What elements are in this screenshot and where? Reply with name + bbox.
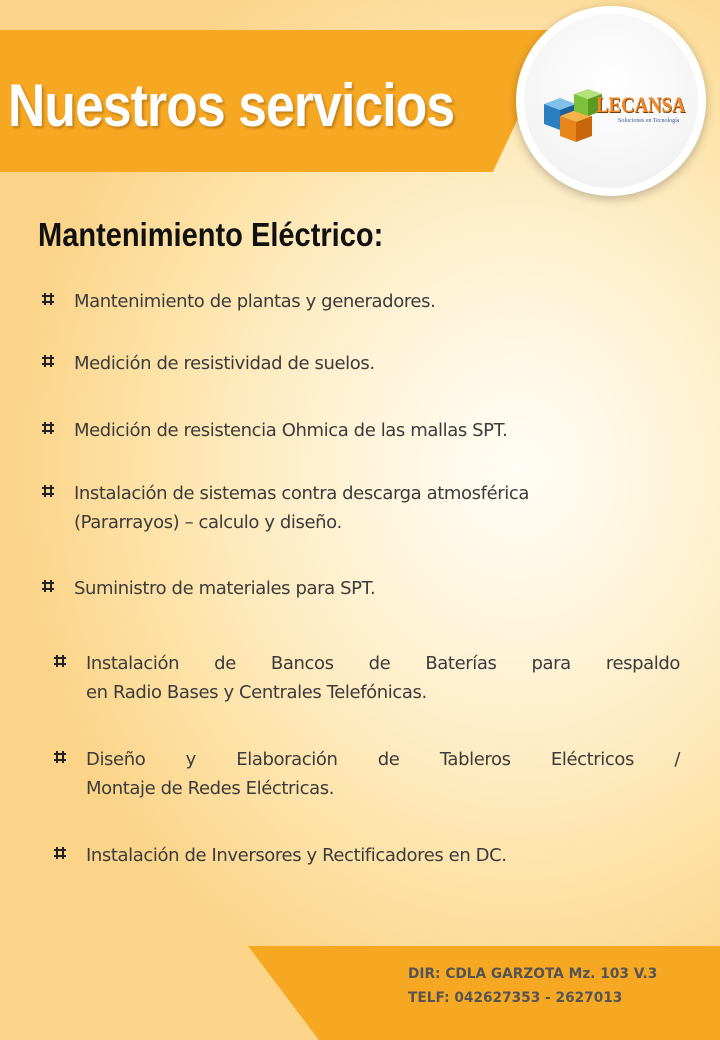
service-text: Suministro de materiales para SPT. (74, 578, 376, 599)
logo-tagline: Soluciones en Tecnología (618, 118, 680, 124)
logo-badge-inner (524, 14, 698, 188)
service-text (86, 649, 680, 707)
logo-name: LECANSA (596, 92, 686, 117)
page-title: Nuestros servicios (8, 72, 455, 139)
service-text-line2: Montaje de Redes Eléctricas. (86, 778, 335, 799)
list-item (42, 287, 642, 316)
service-text-line2: en Radio Bases y Centrales Telefónicas. (86, 682, 427, 703)
service-text-line1: Instalación de sistemas contra descarga atmosférica (74, 483, 529, 504)
footer-address: DIR: CDLA GARZOTA Mz. 103 V.3 (408, 966, 658, 982)
service-text: Instalación de Inversores y Rectificadores en DC. (86, 845, 507, 866)
service-text: Mantenimiento de plantas y generadores. (74, 291, 436, 312)
service-text-line2: (Pararrayos) – calculo y diseño. (74, 512, 342, 533)
logo-badge (516, 6, 706, 196)
bullet-icon (42, 485, 54, 497)
list-item (42, 349, 642, 378)
service-text-line1: Diseño y Elaboración de Tableros Eléctricos / (86, 749, 680, 770)
list-item (54, 841, 680, 870)
bullet-icon (42, 293, 54, 305)
list-item (42, 416, 682, 445)
service-text: Medición de resistencia Ohmica de las mallas SPT. (74, 420, 508, 441)
service-text-line1: Instalación de Bancos de Baterías para respaldo (86, 653, 680, 674)
service-text (74, 479, 529, 537)
service-text (86, 745, 680, 803)
bullet-icon (42, 422, 54, 434)
bullet-icon (42, 355, 54, 367)
list-item (54, 745, 680, 803)
bullet-icon (54, 751, 66, 763)
section-title: Mantenimiento Eléctrico: (38, 216, 384, 253)
bullet-icon (54, 847, 66, 859)
bullet-icon (54, 655, 66, 667)
footer-phone: TELF: 042627353 - 2627013 (408, 990, 623, 1006)
service-text: Medición de resistividad de suelos. (74, 353, 375, 374)
list-item (42, 574, 642, 603)
list-item (42, 479, 682, 537)
list-item (54, 649, 680, 707)
bullet-icon (42, 580, 54, 592)
